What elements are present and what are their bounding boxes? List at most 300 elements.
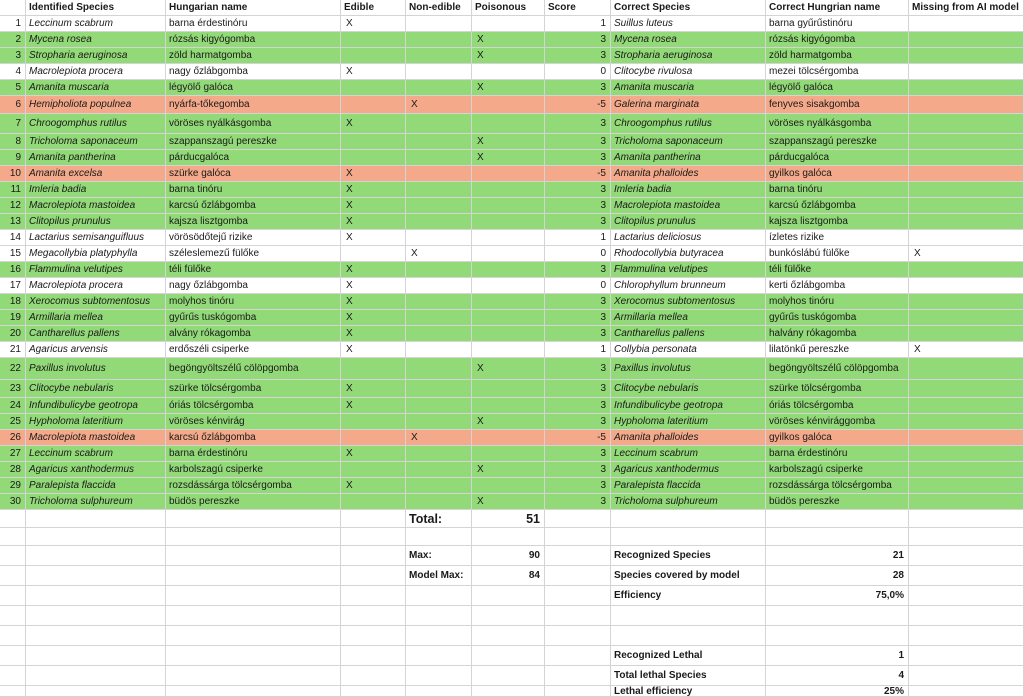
empty-cell[interactable] [0,686,26,697]
row-number-cell[interactable]: 27 [0,446,26,462]
missing-from-ai-model-cell[interactable] [909,414,1024,430]
empty-cell[interactable] [166,666,341,686]
edible-cell[interactable]: X [341,294,406,310]
correct-hungarian-name-cell[interactable]: barna érdestinóru [766,446,909,462]
edible-cell[interactable] [341,246,406,262]
identified-species-cell[interactable]: Amanita muscaria [26,80,166,96]
empty-cell[interactable] [909,546,1024,566]
hungarian-name-cell[interactable]: barna érdestinóru [166,446,341,462]
empty-cell[interactable] [341,606,406,626]
correct-hungarian-name-cell[interactable]: gyilkos galóca [766,166,909,182]
identified-species-cell[interactable]: Leccinum scabrum [26,446,166,462]
empty-cell[interactable] [545,528,611,546]
empty-cell[interactable] [472,686,545,697]
correct-hungarian-name-cell[interactable]: vöröses kénvirággomba [766,414,909,430]
missing-from-ai-model-cell[interactable] [909,446,1024,462]
correct-hungarian-name-cell[interactable]: barna gyűrűstinóru [766,16,909,32]
hungarian-name-cell[interactable]: széleslemezű fülőke [166,246,341,262]
identified-species-cell[interactable]: Paxillus involutus [26,358,166,380]
edible-cell[interactable] [341,32,406,48]
empty-cell[interactable] [472,626,545,646]
score-cell[interactable]: 3 [545,198,611,214]
empty-cell[interactable] [166,510,341,528]
poisonous-header[interactable]: Poisonous [472,0,545,16]
correct-species-cell[interactable]: Macrolepiota mastoidea [611,198,766,214]
non-edible-header[interactable]: Non-edible [406,0,472,16]
empty-cell[interactable] [545,606,611,626]
edible-cell[interactable]: X [341,478,406,494]
edible-cell[interactable] [341,430,406,446]
empty-cell[interactable] [472,666,545,686]
hungarian-name-cell[interactable]: nyárfa-tőkegomba [166,96,341,114]
correct-species-cell[interactable]: Amanita pantherina [611,150,766,166]
correct-hungarian-name-cell[interactable]: halvány rókagomba [766,326,909,342]
empty-cell[interactable] [0,586,26,606]
empty-cell[interactable] [0,666,26,686]
correct-species-cell[interactable]: Tricholoma sulphureum [611,494,766,510]
correct-species-cell[interactable]: Imleria badia [611,182,766,198]
empty-cell[interactable] [26,686,166,697]
score-cell[interactable]: -5 [545,96,611,114]
hungarian-name-cell[interactable]: párducgalóca [166,150,341,166]
edible-cell[interactable]: X [341,214,406,230]
correct-species-cell[interactable]: Chroogomphus rutilus [611,114,766,134]
empty-cell[interactable] [341,686,406,697]
non-edible-cell[interactable] [406,80,472,96]
correct-hungarian-name-cell[interactable]: begöngyöltszélű cölöpgomba [766,358,909,380]
non-edible-cell[interactable] [406,342,472,358]
empty-cell[interactable] [166,566,341,586]
hungarian-name-cell[interactable]: rózsás kigyógomba [166,32,341,48]
score-cell[interactable]: 3 [545,446,611,462]
hungarian-name-cell[interactable]: vörösödőtejű rizike [166,230,341,246]
poisonous-cell[interactable] [472,182,545,198]
empty-cell[interactable] [406,586,472,606]
score-cell[interactable]: 3 [545,414,611,430]
poisonous-cell[interactable] [472,446,545,462]
non-edible-cell[interactable] [406,48,472,64]
identified-species-header[interactable]: Identified Species [26,0,166,16]
empty-cell[interactable] [166,686,341,697]
correct-species-cell[interactable]: Armillaria mellea [611,310,766,326]
missing-from-ai-model-cell[interactable] [909,96,1024,114]
empty-cell[interactable] [26,528,166,546]
empty-cell[interactable] [766,606,909,626]
identified-species-cell[interactable]: Tricholoma sulphureum [26,494,166,510]
empty-cell[interactable] [406,686,472,697]
empty-cell[interactable] [26,666,166,686]
non-edible-cell[interactable] [406,64,472,80]
empty-cell[interactable] [472,646,545,666]
edible-cell[interactable]: X [341,326,406,342]
non-edible-cell[interactable] [406,310,472,326]
edible-cell[interactable] [341,494,406,510]
missing-from-ai-model-cell[interactable] [909,278,1024,294]
identified-species-cell[interactable]: Macrolepiota mastoidea [26,430,166,446]
empty-cell[interactable] [26,566,166,586]
row-number-cell[interactable]: 7 [0,114,26,134]
hungarian-name-cell[interactable]: téli fülőke [166,262,341,278]
non-edible-cell[interactable] [406,414,472,430]
edible-cell[interactable]: X [341,16,406,32]
hungarian-name-cell[interactable]: zöld harmatgomba [166,48,341,64]
poisonous-cell[interactable] [472,16,545,32]
poisonous-cell[interactable]: X [472,150,545,166]
edible-cell[interactable]: X [341,446,406,462]
poisonous-cell[interactable] [472,198,545,214]
non-edible-cell[interactable] [406,32,472,48]
hungarian-name-cell[interactable]: szappanszagú pereszke [166,134,341,150]
empty-cell[interactable] [909,586,1024,606]
score-cell[interactable]: 3 [545,262,611,278]
hungarian-name-cell[interactable]: karbolszagú csiperke [166,462,341,478]
missing-from-ai-model-cell[interactable] [909,32,1024,48]
non-edible-cell[interactable] [406,16,472,32]
correct-species-cell[interactable]: Amanita phalloides [611,430,766,446]
row-number-cell[interactable]: 12 [0,198,26,214]
row-number-cell[interactable]: 30 [0,494,26,510]
non-edible-cell[interactable]: X [406,246,472,262]
score-cell[interactable]: 1 [545,16,611,32]
identified-species-cell[interactable]: Paralepista flaccida [26,478,166,494]
missing-from-ai-model-cell[interactable] [909,462,1024,478]
row-number-cell[interactable]: 10 [0,166,26,182]
missing-from-ai-model-cell[interactable] [909,380,1024,398]
correct-hungarian-name-cell[interactable]: bunkóslábú fülőke [766,246,909,262]
empty-cell[interactable] [166,546,341,566]
row-number-cell[interactable]: 18 [0,294,26,310]
correct-hungarian-name-cell[interactable]: zöld harmatgomba [766,48,909,64]
non-edible-cell[interactable]: X [406,430,472,446]
edible-cell[interactable]: X [341,278,406,294]
correct-hungarian-name-cell[interactable]: kajsza lisztgomba [766,214,909,230]
hungarian-name-cell[interactable]: karcsú őzlábgomba [166,430,341,446]
empty-cell[interactable] [26,646,166,666]
identified-species-cell[interactable]: Cantharellus pallens [26,326,166,342]
identified-species-cell[interactable]: Stropharia aeruginosa [26,48,166,64]
score-cell[interactable]: 1 [545,230,611,246]
score-cell[interactable]: 3 [545,326,611,342]
identified-species-cell[interactable]: Lactarius semisanguifluus [26,230,166,246]
missing-from-ai-model-cell[interactable] [909,494,1024,510]
correct-hungarian-name-header[interactable]: Correct Hungrian name [766,0,909,16]
identified-species-cell[interactable]: Mycena rosea [26,32,166,48]
empty-cell[interactable] [341,666,406,686]
missing-from-ai-model-header[interactable]: Missing from AI model [909,0,1024,16]
non-edible-cell[interactable] [406,114,472,134]
row-number-cell[interactable]: 2 [0,32,26,48]
identified-species-cell[interactable]: Leccinum scabrum [26,16,166,32]
score-cell[interactable]: 3 [545,48,611,64]
correct-hungarian-name-cell[interactable]: szürke tölcsérgomba [766,380,909,398]
poisonous-cell[interactable] [472,230,545,246]
missing-from-ai-model-cell[interactable] [909,16,1024,32]
empty-cell[interactable] [909,666,1024,686]
poisonous-cell[interactable] [472,294,545,310]
empty-cell[interactable] [166,586,341,606]
identified-species-cell[interactable]: Amanita excelsa [26,166,166,182]
non-edible-cell[interactable] [406,278,472,294]
identified-species-cell[interactable]: Agaricus arvensis [26,342,166,358]
correct-hungarian-name-cell[interactable]: rozsdássárga tölcsérgomba [766,478,909,494]
empty-cell[interactable] [166,646,341,666]
correct-species-cell[interactable]: Rhodocollybia butyracea [611,246,766,262]
row-number-cell[interactable]: 8 [0,134,26,150]
hungarian-name-cell[interactable]: alvány rókagomba [166,326,341,342]
score-cell[interactable]: 3 [545,182,611,198]
correct-species-cell[interactable]: Amanita muscaria [611,80,766,96]
correct-hungarian-name-cell[interactable]: molyhos tinóru [766,294,909,310]
missing-from-ai-model-cell[interactable] [909,262,1024,278]
hungarian-name-cell[interactable]: vöröses nyálkásgomba [166,114,341,134]
correct-hungarian-name-cell[interactable]: légyölő galóca [766,80,909,96]
correct-species-cell[interactable]: Amanita phalloides [611,166,766,182]
non-edible-cell[interactable] [406,166,472,182]
edible-cell[interactable]: X [341,310,406,326]
empty-cell[interactable] [341,546,406,566]
empty-cell[interactable] [909,528,1024,546]
empty-cell[interactable] [26,510,166,528]
empty-cell[interactable] [0,646,26,666]
hungarian-name-cell[interactable]: légyölő galóca [166,80,341,96]
empty-cell[interactable] [406,606,472,626]
identified-species-cell[interactable]: Xerocomus subtomentosus [26,294,166,310]
empty-cell[interactable] [611,606,766,626]
empty-cell[interactable] [0,566,26,586]
score-cell[interactable]: 3 [545,114,611,134]
correct-species-cell[interactable]: Lactarius deliciosus [611,230,766,246]
non-edible-cell[interactable] [406,478,472,494]
identified-species-cell[interactable]: Clitopilus prunulus [26,214,166,230]
edible-cell[interactable]: X [341,166,406,182]
empty-cell[interactable] [0,528,26,546]
non-edible-cell[interactable] [406,446,472,462]
poisonous-cell[interactable]: X [472,358,545,380]
row-number-cell[interactable]: 6 [0,96,26,114]
identified-species-cell[interactable]: Hemipholiota populnea [26,96,166,114]
empty-cell[interactable] [341,586,406,606]
missing-from-ai-model-cell[interactable] [909,230,1024,246]
edible-cell[interactable] [341,358,406,380]
correct-hungarian-name-cell[interactable]: barna tinóru [766,182,909,198]
empty-cell[interactable] [26,546,166,566]
score-cell[interactable]: 3 [545,478,611,494]
empty-cell[interactable] [909,626,1024,646]
empty-cell[interactable] [766,626,909,646]
hungarian-name-header[interactable]: Hungarian name [166,0,341,16]
missing-from-ai-model-cell[interactable] [909,198,1024,214]
missing-from-ai-model-cell[interactable] [909,326,1024,342]
row-number-cell[interactable]: 14 [0,230,26,246]
poisonous-cell[interactable]: X [472,414,545,430]
edible-cell[interactable]: X [341,380,406,398]
empty-cell[interactable] [545,626,611,646]
identified-species-cell[interactable]: Flammulina velutipes [26,262,166,278]
row-number-cell[interactable]: 16 [0,262,26,278]
correct-species-cell[interactable]: Xerocomus subtomentosus [611,294,766,310]
hungarian-name-cell[interactable]: barna érdestinóru [166,16,341,32]
missing-from-ai-model-cell[interactable] [909,310,1024,326]
hungarian-name-cell[interactable]: nagy őzlábgomba [166,64,341,80]
missing-from-ai-model-cell[interactable] [909,80,1024,96]
score-cell[interactable]: 0 [545,64,611,80]
poisonous-cell[interactable] [472,278,545,294]
hungarian-name-cell[interactable]: vöröses kénvirág [166,414,341,430]
score-cell[interactable]: 1 [545,342,611,358]
row-number-cell[interactable]: 21 [0,342,26,358]
hungarian-name-cell[interactable]: karcsú őzlábgomba [166,198,341,214]
correct-hungarian-name-cell[interactable]: óriás tölcsérgomba [766,398,909,414]
empty-cell[interactable] [909,606,1024,626]
hungarian-name-cell[interactable]: kajsza lisztgomba [166,214,341,230]
correct-hungarian-name-cell[interactable]: vöröses nyálkásgomba [766,114,909,134]
empty-cell[interactable] [545,686,611,697]
edible-cell[interactable] [341,80,406,96]
hungarian-name-cell[interactable]: molyhos tinóru [166,294,341,310]
correct-species-cell[interactable]: Hypholoma lateritium [611,414,766,430]
row-number-cell[interactable]: 23 [0,380,26,398]
non-edible-cell[interactable] [406,462,472,478]
edible-cell[interactable] [341,48,406,64]
non-edible-cell[interactable] [406,150,472,166]
edible-cell[interactable]: X [341,114,406,134]
empty-cell[interactable] [0,510,26,528]
edible-header[interactable]: Edible [341,0,406,16]
hungarian-name-cell[interactable]: büdös pereszke [166,494,341,510]
poisonous-cell[interactable] [472,166,545,182]
correct-species-cell[interactable]: Clitocybe rivulosa [611,64,766,80]
row-number-cell[interactable]: 22 [0,358,26,380]
edible-cell[interactable]: X [341,64,406,80]
hungarian-name-cell[interactable]: erdőszéli csiperke [166,342,341,358]
correct-species-cell[interactable]: Paralepista flaccida [611,478,766,494]
missing-from-ai-model-cell[interactable] [909,478,1024,494]
non-edible-cell[interactable] [406,134,472,150]
hungarian-name-cell[interactable]: begöngyöltszélű cölöpgomba [166,358,341,380]
empty-cell[interactable] [166,528,341,546]
non-edible-cell[interactable] [406,326,472,342]
poisonous-cell[interactable] [472,342,545,358]
identified-species-cell[interactable]: Agaricus xanthodermus [26,462,166,478]
score-cell[interactable]: 3 [545,80,611,96]
missing-from-ai-model-cell[interactable] [909,182,1024,198]
missing-from-ai-model-cell[interactable] [909,358,1024,380]
correct-hungarian-name-cell[interactable]: kerti őzlábgomba [766,278,909,294]
poisonous-cell[interactable]: X [472,80,545,96]
score-header[interactable]: Score [545,0,611,16]
correct-hungarian-name-cell[interactable]: ízletes rizike [766,230,909,246]
poisonous-cell[interactable] [472,114,545,134]
empty-cell[interactable] [406,528,472,546]
identified-species-cell[interactable]: Clitocybe nebularis [26,380,166,398]
poisonous-cell[interactable] [472,96,545,114]
empty-cell[interactable] [341,626,406,646]
correct-species-cell[interactable]: Mycena rosea [611,32,766,48]
empty-cell[interactable] [472,586,545,606]
correct-species-cell[interactable]: Suillus luteus [611,16,766,32]
hungarian-name-cell[interactable]: barna tinóru [166,182,341,198]
non-edible-cell[interactable] [406,294,472,310]
correct-hungarian-name-cell[interactable]: büdös pereszke [766,494,909,510]
poisonous-cell[interactable] [472,478,545,494]
empty-cell[interactable] [341,566,406,586]
missing-from-ai-model-cell[interactable] [909,398,1024,414]
correct-species-cell[interactable]: Clitopilus prunulus [611,214,766,230]
row-number-cell[interactable]: 29 [0,478,26,494]
row-number-cell[interactable]: 24 [0,398,26,414]
identified-species-cell[interactable]: Tricholoma saponaceum [26,134,166,150]
correct-species-cell[interactable]: Tricholoma saponaceum [611,134,766,150]
correct-species-cell[interactable]: Flammulina velutipes [611,262,766,278]
correct-hungarian-name-cell[interactable]: gyűrűs tuskógomba [766,310,909,326]
hungarian-name-cell[interactable]: nagy őzlábgomba [166,278,341,294]
correct-hungarian-name-cell[interactable]: rózsás kigyógomba [766,32,909,48]
correct-hungarian-name-cell[interactable]: mezei tölcsérgomba [766,64,909,80]
poisonous-cell[interactable] [472,398,545,414]
empty-cell[interactable] [545,586,611,606]
empty-cell[interactable] [545,546,611,566]
non-edible-cell[interactable]: X [406,96,472,114]
edible-cell[interactable] [341,96,406,114]
score-cell[interactable]: -5 [545,166,611,182]
poisonous-cell[interactable] [472,380,545,398]
edible-cell[interactable] [341,134,406,150]
hungarian-name-cell[interactable]: rozsdássárga tölcsérgomba [166,478,341,494]
empty-cell[interactable] [472,606,545,626]
empty-cell[interactable] [0,626,26,646]
hungarian-name-cell[interactable]: szürke galóca [166,166,341,182]
hungarian-name-cell[interactable]: óriás tölcsérgomba [166,398,341,414]
empty-cell[interactable] [909,566,1024,586]
poisonous-cell[interactable] [472,262,545,278]
hungarian-name-cell[interactable]: szürke tölcsérgomba [166,380,341,398]
empty-cell[interactable] [909,686,1024,697]
correct-hungarian-name-cell[interactable]: lilatönkű pereszke [766,342,909,358]
poisonous-cell[interactable]: X [472,48,545,64]
identified-species-cell[interactable]: Macrolepiota procera [26,64,166,80]
identified-species-cell[interactable]: Hypholoma lateritium [26,414,166,430]
correct-species-cell[interactable]: Collybia personata [611,342,766,358]
identified-species-cell[interactable]: Chroogomphus rutilus [26,114,166,134]
correct-species-cell[interactable]: Chlorophyllum brunneum [611,278,766,294]
empty-cell[interactable] [0,606,26,626]
row-number-cell[interactable]: 4 [0,64,26,80]
correct-species-cell[interactable]: Galerina marginata [611,96,766,114]
missing-from-ai-model-cell[interactable] [909,64,1024,80]
non-edible-cell[interactable] [406,358,472,380]
identified-species-cell[interactable]: Macrolepiota mastoidea [26,198,166,214]
correct-hungarian-name-cell[interactable]: téli fülőke [766,262,909,278]
empty-cell[interactable] [341,510,406,528]
poisonous-cell[interactable]: X [472,494,545,510]
empty-cell[interactable] [341,528,406,546]
correct-species-cell[interactable]: Infundibulicybe geotropa [611,398,766,414]
correct-species-cell[interactable]: Clitocybe nebularis [611,380,766,398]
row-number-cell[interactable]: 11 [0,182,26,198]
empty-cell[interactable] [341,646,406,666]
edible-cell[interactable]: X [341,198,406,214]
non-edible-cell[interactable] [406,182,472,198]
score-cell[interactable]: 0 [545,278,611,294]
correct-hungarian-name-cell[interactable]: fenyves sisakgomba [766,96,909,114]
correct-species-header[interactable]: Correct Species [611,0,766,16]
edible-cell[interactable]: X [341,182,406,198]
identified-species-cell[interactable]: Imleria badia [26,182,166,198]
edible-cell[interactable]: X [341,342,406,358]
empty-cell[interactable] [611,510,766,528]
poisonous-cell[interactable]: X [472,462,545,478]
edible-cell[interactable] [341,462,406,478]
